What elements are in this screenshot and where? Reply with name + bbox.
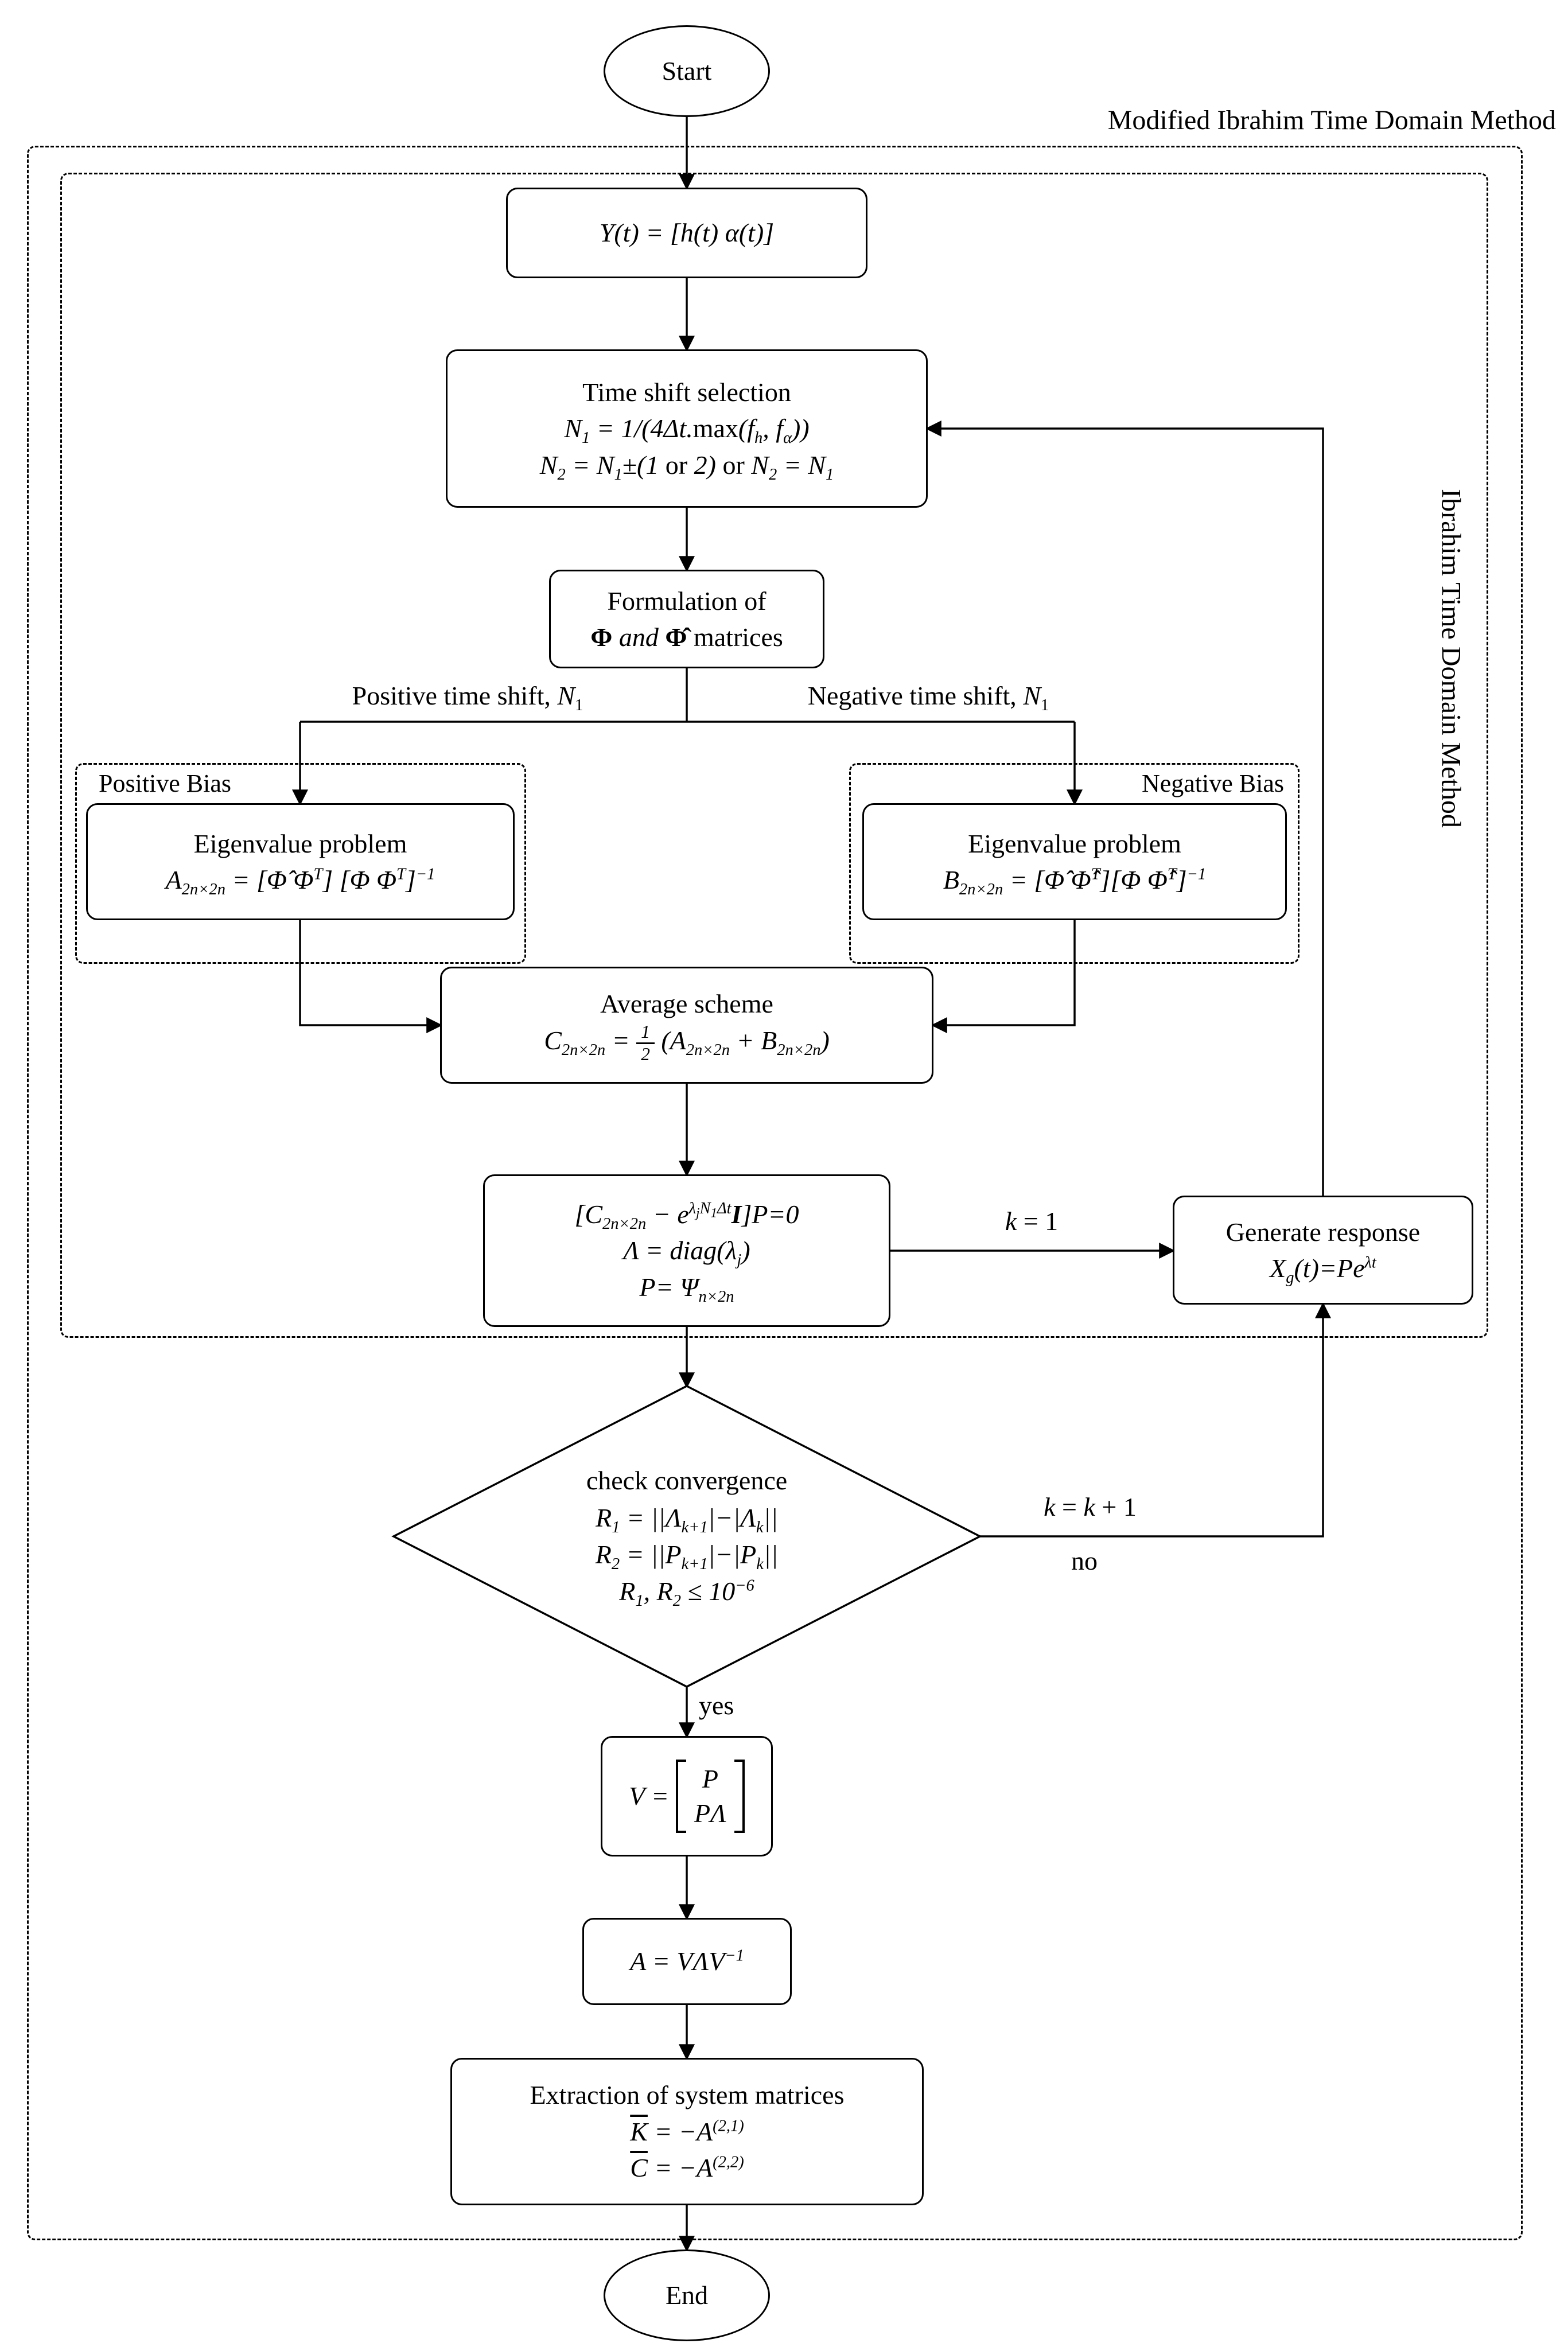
end-terminator bbox=[604, 2249, 770, 2341]
k-init-label: k = 1 bbox=[1005, 1206, 1059, 1236]
negative-branch-label: Negative time shift, $N_1$ bbox=[807, 681, 1049, 715]
eigen-solve-formula-3: $P= \Psi_{n\times 2n}$ bbox=[639, 1272, 734, 1306]
negative-bias-label: Negative Bias bbox=[1141, 769, 1284, 797]
extraction-box bbox=[450, 2058, 924, 2205]
start-label: Start bbox=[662, 56, 712, 86]
outer-method-title: Modified Ibrahim Time Domain Method bbox=[1107, 105, 1556, 135]
time-shift-formula-1: $N_1 = 1/(4\Delta t.\max(f_h$, $f_\alpha$)) bbox=[564, 414, 810, 447]
extraction-title: Extraction of system matrices bbox=[530, 2080, 845, 2110]
formulation-box bbox=[549, 570, 824, 668]
time-shift-title: Time shift selection bbox=[582, 377, 791, 407]
left-bracket bbox=[676, 1760, 686, 1833]
eigen-solve-formula-2: $\Lambda = diag(\lambda_j)$ bbox=[623, 1236, 750, 1270]
no-label: no bbox=[1071, 1546, 1098, 1575]
generate-response-title: Generate response bbox=[1225, 1217, 1421, 1247]
convergence-formula-1: $R_1 = ||\Lambda_{k+1}|-|\Lambda_k||$ bbox=[596, 1503, 778, 1536]
formulation-line-2: Φ and Φ̂ matrices bbox=[590, 622, 783, 652]
extraction-formula-1: $\overline{K} = -A^{(2,1)}$ bbox=[630, 2116, 744, 2146]
positive-bias-label: Positive Bias bbox=[99, 769, 232, 797]
extraction-formula-2: $\overline{C} = -A^{(2,2)}$ bbox=[630, 2153, 744, 2183]
state-matrix-formula: $A = V\Lambda V^{-1}$ bbox=[630, 1947, 744, 1976]
v-matrix-box bbox=[601, 1736, 773, 1856]
time-shift-selection-box bbox=[446, 349, 928, 508]
positive-eigenvalue-title: Eigenvalue problem bbox=[193, 828, 407, 858]
signal-definition-box bbox=[506, 188, 867, 278]
negative-eigenvalue-title: Eigenvalue problem bbox=[968, 828, 1181, 858]
start-terminator bbox=[604, 25, 770, 117]
v-matrix-expression bbox=[629, 1760, 745, 1833]
generate-response-formula: $X_g(t)=Pe^{\lambda t}$ bbox=[1270, 1254, 1376, 1287]
v-matrix-row-2: PΛ bbox=[694, 1799, 726, 1828]
average-scheme-box bbox=[440, 967, 933, 1084]
eigen-solve-box bbox=[483, 1174, 890, 1327]
v-matrix-row-1: P bbox=[702, 1764, 718, 1794]
generate-response-box bbox=[1173, 1196, 1473, 1305]
positive-eigenvalue-box bbox=[86, 803, 515, 920]
yes-label: yes bbox=[699, 1691, 734, 1720]
end-label: End bbox=[665, 2280, 709, 2310]
negative-eigenvalue-formula: $B_{2n\times 2n}$ = [Φ̂ Φ̂$^T$][Φ Φ̂$^T$]$^{-1}$ bbox=[943, 865, 1207, 899]
k-increment-label: k = k + 1 bbox=[1044, 1492, 1137, 1521]
negative-eigenvalue-box bbox=[862, 803, 1287, 920]
average-scheme-title: Average scheme bbox=[600, 988, 773, 1018]
convergence-line-1: check convergence bbox=[586, 1466, 788, 1496]
state-matrix-box bbox=[582, 1918, 792, 2005]
eigen-solve-formula-1: $[C_{2n\times 2n} - e^{\lambda_jN_1\Delta t}I]P=0$ bbox=[574, 1199, 799, 1233]
convergence-formula-3: $R_1$, $R_2 \le 10^{-6}$ bbox=[619, 1577, 754, 1610]
inner-method-title: Ibrahim Time Domain Method bbox=[1435, 489, 1466, 828]
average-scheme-formula: $C_{2n\times 2n}$ = $\frac{1}{2}$ $(A_{2n\times 2n} + B_{2n\times 2n})$ bbox=[544, 1022, 830, 1065]
v-matrix-lhs: V = bbox=[629, 1781, 669, 1811]
right-bracket bbox=[734, 1760, 745, 1833]
positive-branch-label: Positive time shift, $N_1$ bbox=[352, 681, 583, 715]
formulation-line-1: Formulation of bbox=[607, 586, 767, 616]
signal-formula: Y(t) = [h(t) α(t)] bbox=[599, 218, 775, 248]
convergence-formula-2: $R_2 = ||P_{k+1}|-|P_k||$ bbox=[595, 1540, 779, 1574]
positive-eigenvalue-formula: $A_{2n\times 2n}$ = [Φ̂ $\Phi^T$] [Φ $\Phi^T]^{-1}$ bbox=[165, 865, 435, 899]
convergence-check-content bbox=[469, 1411, 905, 1661]
time-shift-formula-2: $N_2 = N_1\pm(1$ or 2) or $N_2 = N_1$ bbox=[539, 450, 834, 484]
